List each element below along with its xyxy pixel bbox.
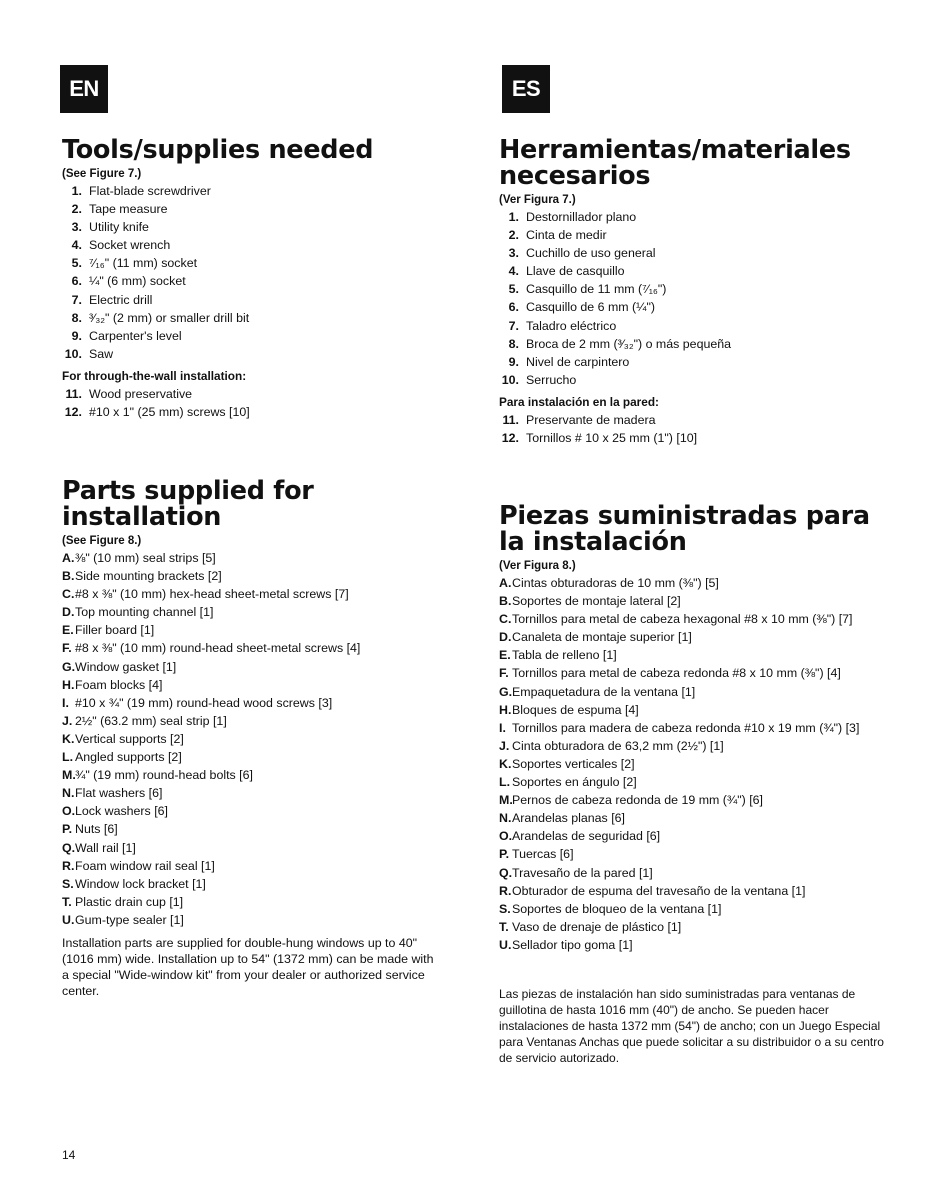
list-item-text: Cuchillo de uso general: [526, 246, 656, 261]
list-item-number: 10.: [501, 372, 519, 387]
list-item-number: 5.: [508, 282, 519, 297]
es-parts-title: Piezas suministradas para la instalación: [499, 501, 870, 557]
list-item-text: Obturador de espuma del travesaño de la ventana [1]: [512, 883, 806, 898]
list-item-number: 11.: [65, 386, 82, 401]
language-badge-es: ES: [502, 65, 550, 113]
list-item: [499, 244, 899, 262]
es-tools-see-figure: (Ver Figura 7.): [499, 194, 576, 206]
en-parts-note: Installation parts are supplied for double-hung windows up to 40" (1016 mm) wide. Installation up to 54" (1372 mm) can be made with a special "Wide-window kit" from your dealer or authorized service center.: [62, 935, 434, 998]
list-item: [499, 628, 899, 646]
list-item-number: B.: [499, 594, 512, 609]
list-item-number: P.: [499, 847, 510, 862]
list-item-text: Pernos de cabeza redonda de 19 mm (¾") [6]: [512, 793, 763, 808]
list-item-number: 5.: [71, 256, 82, 271]
language-badge-en: EN: [60, 65, 108, 113]
list-item: [499, 411, 899, 429]
list-item-number: 9.: [508, 354, 519, 369]
list-item: [499, 701, 899, 719]
list-item-number: R.: [499, 883, 512, 898]
list-item: [499, 429, 899, 447]
list-item-number: R.: [62, 858, 75, 873]
list-item: [62, 911, 442, 929]
list-item-text: 2½" (63.2 mm) seal strip [1]: [75, 713, 227, 728]
list-item-text: #10 x 1" (25 mm) screws [10]: [89, 405, 250, 420]
es-tools-section: [499, 137, 899, 447]
list-item: [499, 882, 899, 900]
list-item-text: Vaso de drenaje de plástico [1]: [512, 919, 682, 934]
list-item: [62, 802, 442, 820]
list-item-number: 2.: [508, 228, 519, 243]
list-item-number: 3.: [508, 246, 519, 261]
list-item: [62, 857, 442, 875]
es-parts-see-figure: (Ver Figura 8.): [499, 560, 576, 572]
list-item-text: Llave de casquillo: [526, 264, 625, 279]
list-item-number: S.: [62, 876, 74, 891]
list-item: [499, 755, 899, 773]
es-parts-section: [499, 503, 899, 1066]
list-item: [499, 845, 899, 863]
en-parts-section: [62, 478, 442, 999]
list-item-number: F.: [62, 641, 72, 656]
list-item-text: Tornillos para metal de cabeza redonda #8 x 10 mm (⅜") [4]: [512, 666, 841, 681]
list-item-number: M.: [499, 793, 513, 808]
list-item-number: N.: [62, 786, 75, 801]
es-wall-heading: Para instalación en la pared:: [499, 394, 659, 409]
list-item-text: ⁷⁄₁₆" (11 mm) socket: [89, 256, 198, 271]
list-item-text: Foam blocks [4]: [75, 677, 163, 692]
list-item-text: Destornillador plano: [526, 210, 637, 224]
list-item: [62, 748, 442, 766]
list-item-text: Window gasket [1]: [75, 659, 177, 674]
list-item-text: Broca de 2 mm (³⁄₃₂") o más pequeña: [526, 336, 732, 351]
list-item-number: K.: [499, 756, 512, 771]
list-item-number: U.: [62, 912, 75, 927]
list-item: [499, 664, 899, 682]
en-wall-heading: For through-the-wall installation:: [62, 368, 247, 383]
list-item-number: 2.: [71, 202, 82, 217]
list-item: [62, 403, 442, 421]
list-item-number: O.: [499, 829, 513, 844]
list-item-text: Tornillos para madera de cabeza redonda #10 x 19 mm (¾") [3]: [512, 720, 860, 735]
list-item: [62, 200, 442, 218]
list-item-text: Cintas obturadoras de 10 mm (⅜") [5]: [512, 576, 719, 590]
list-item: [62, 712, 442, 730]
list-item: [62, 676, 442, 694]
list-item-text: Side mounting brackets [2]: [75, 569, 222, 584]
list-item: [62, 730, 442, 748]
list-item-number: 6.: [508, 300, 519, 315]
list-item-number: I.: [499, 720, 506, 735]
list-item-number: J.: [499, 738, 510, 753]
list-item: [499, 737, 899, 755]
list-item-text: Soportes en ángulo [2]: [512, 775, 637, 790]
list-item-number: E.: [62, 623, 74, 638]
list-item-text: Lock washers [6]: [75, 804, 168, 819]
list-item-text: Cinta de medir: [526, 228, 607, 243]
list-item-text: Flat washers [6]: [75, 786, 163, 801]
en-tools-section: [62, 137, 442, 421]
list-item: [499, 371, 899, 389]
list-item-text: Wood preservative: [89, 386, 193, 401]
list-item: [62, 658, 442, 676]
list-item-text: Utility knife: [89, 220, 149, 235]
en-parts-list: [62, 549, 442, 929]
list-item-number: Q.: [62, 840, 76, 855]
list-item: [499, 208, 899, 226]
list-item: [62, 345, 442, 363]
list-item-text: Empaquetadura de la ventana [1]: [512, 684, 696, 699]
list-item-text: Nivel de carpintero: [526, 354, 630, 369]
list-item: [499, 262, 899, 280]
list-item-number: A.: [499, 576, 512, 590]
es-wall-list: [499, 411, 899, 447]
list-item-text: Electric drill: [89, 292, 153, 307]
en-wall-list: [62, 385, 442, 421]
list-item-number: I.: [62, 695, 69, 710]
list-item-text: Bloques de espuma [4]: [512, 702, 639, 717]
list-item: [499, 936, 899, 954]
es-parts-list: [499, 574, 899, 954]
list-item-text: Wall rail [1]: [75, 840, 136, 855]
list-item-number: 9.: [71, 328, 82, 343]
en-tools-see-figure: (See Figure 7.): [62, 168, 142, 180]
list-item-number: P.: [62, 822, 73, 837]
list-item: [499, 226, 899, 244]
list-item-number: 7.: [71, 292, 82, 307]
list-item: [499, 280, 899, 298]
list-item-number: T.: [62, 894, 72, 909]
list-item: [62, 291, 442, 309]
list-item-number: E.: [499, 648, 511, 663]
list-item-number: S.: [499, 901, 511, 916]
list-item-text: Tuercas [6]: [512, 847, 574, 862]
list-item: [62, 236, 442, 254]
list-item: [62, 254, 442, 272]
list-item-number: L.: [499, 775, 511, 790]
list-item-text: Tornillos # 10 x 25 mm (1") [10]: [526, 431, 698, 446]
list-item: [499, 719, 899, 737]
list-item-text: Arandelas planas [6]: [512, 811, 625, 826]
list-item-number: D.: [499, 630, 512, 645]
list-item-number: G.: [62, 659, 76, 674]
list-item-text: Serrucho: [526, 372, 577, 387]
list-item-text: Sellador tipo goma [1]: [512, 937, 633, 952]
en-tools-list: [62, 182, 442, 363]
list-item-text: Filler board [1]: [75, 623, 155, 638]
list-item-text: Tornillos para metal de cabeza hexagonal #8 x 10 mm (⅜") [7]: [512, 612, 853, 627]
list-item: [499, 353, 899, 371]
list-item: [62, 272, 442, 290]
list-item: [499, 773, 899, 791]
list-item-text: Top mounting channel [1]: [75, 605, 214, 620]
list-item-text: #10 x ¾" (19 mm) round-head wood screws [3]: [75, 695, 333, 710]
list-item-text: Canaleta de montaje superior [1]: [512, 630, 692, 645]
en-parts-see-figure: (See Figure 8.): [62, 535, 142, 547]
list-item-number: 1.: [508, 210, 519, 224]
list-item: [62, 567, 442, 585]
list-item: [62, 893, 442, 911]
list-item-number: D.: [62, 605, 75, 620]
list-item-number: C.: [62, 587, 75, 602]
list-item: [62, 839, 442, 857]
list-item-number: L.: [62, 750, 74, 765]
list-item: [499, 900, 899, 918]
list-item-text: Nuts [6]: [75, 822, 118, 837]
list-item: [499, 335, 899, 353]
list-item-number: 1.: [71, 184, 82, 198]
list-item-text: ³⁄₃₂" (2 mm) or smaller drill bit: [89, 310, 250, 325]
list-item-text: Soportes verticales [2]: [512, 756, 635, 771]
list-item-text: Angled supports [2]: [75, 750, 182, 765]
list-item: [499, 574, 899, 592]
list-item-number: H.: [499, 702, 512, 717]
list-item: [499, 791, 899, 809]
list-item-text: Flat-blade screwdriver: [89, 184, 211, 198]
list-item-number: 12.: [501, 431, 519, 446]
list-item-number: H.: [62, 677, 75, 692]
list-item: [499, 683, 899, 701]
list-item: [62, 182, 442, 200]
list-item-number: Q.: [499, 865, 513, 880]
list-item-text: Gum-type sealer [1]: [75, 912, 184, 927]
list-item: [62, 218, 442, 236]
list-item-number: A.: [62, 551, 75, 565]
list-item-text: Cinta obturadora de 63,2 mm (2½") [1]: [512, 738, 724, 753]
list-item-number: N.: [499, 811, 512, 826]
list-item-text: ⅜" (10 mm) seal strips [5]: [75, 551, 216, 565]
list-item: [499, 298, 899, 316]
list-item-number: O.: [62, 804, 76, 819]
list-item-number: 8.: [508, 336, 519, 351]
list-item: [499, 610, 899, 628]
list-item-text: Plastic drain cup [1]: [75, 894, 184, 909]
list-item-text: Casquillo de 11 mm (⁷⁄₁₆"): [526, 282, 667, 297]
list-item: [62, 875, 442, 893]
list-item-text: Foam window rail seal [1]: [75, 858, 215, 873]
list-item-text: #8 x ⅜" (10 mm) hex-head sheet-metal screws [7]: [75, 587, 349, 602]
list-item: [499, 864, 899, 882]
list-item-text: #8 x ⅜" (10 mm) round-head sheet-metal screws [4]: [75, 641, 361, 656]
list-item-text: Travesaño de la pared [1]: [512, 865, 653, 880]
list-item: [499, 592, 899, 610]
list-item: [62, 820, 442, 838]
list-item-number: U.: [499, 937, 512, 952]
list-item-text: ¼" (6 mm) socket: [89, 274, 186, 289]
list-item: [499, 809, 899, 827]
list-item-number: 7.: [508, 318, 519, 333]
list-item-text: Tabla de relleno [1]: [512, 648, 617, 663]
list-item: [62, 766, 442, 784]
list-item-text: Preservante de madera: [526, 412, 656, 427]
list-item-number: T.: [499, 919, 509, 934]
list-item: [62, 603, 442, 621]
list-item-text: Saw: [89, 346, 114, 361]
list-item-text: Arandelas de seguridad [6]: [512, 829, 661, 844]
list-item: [62, 585, 442, 603]
list-item-text: ¾" (19 mm) round-head bolts [6]: [75, 768, 253, 783]
list-item-number: C.: [499, 612, 512, 627]
list-item-number: J.: [62, 713, 73, 728]
list-item: [62, 309, 442, 327]
en-tools-title: Tools/supplies needed: [62, 135, 374, 165]
list-item-text: Carpenter's level: [89, 328, 182, 343]
list-item-number: 11.: [502, 412, 519, 427]
list-item-text: Window lock bracket [1]: [75, 876, 206, 891]
page-number: 14: [62, 1148, 76, 1162]
list-item-text: Socket wrench: [89, 238, 171, 253]
list-item-text: Casquillo de 6 mm (¼"): [526, 300, 656, 315]
list-item-number: 8.: [71, 310, 82, 325]
list-item-number: G.: [499, 684, 513, 699]
list-item: [499, 646, 899, 664]
list-item-text: Taladro eléctrico: [526, 318, 617, 333]
es-tools-list: [499, 208, 899, 389]
list-item: [499, 918, 899, 936]
list-item: [62, 549, 442, 567]
list-item: [62, 621, 442, 639]
list-item-number: 10.: [64, 346, 82, 361]
list-item: [62, 694, 442, 712]
list-item-number: M.: [62, 768, 76, 783]
list-item-number: 4.: [508, 264, 519, 279]
list-item-text: Soportes de bloqueo de la ventana [1]: [512, 901, 722, 916]
list-item: [62, 784, 442, 802]
list-item-number: B.: [62, 569, 75, 584]
list-item-text: Vertical supports [2]: [75, 731, 184, 746]
list-item: [499, 827, 899, 845]
list-item-number: 3.: [71, 220, 82, 235]
list-item-number: 6.: [71, 274, 82, 289]
list-item: [499, 317, 899, 335]
list-item-number: K.: [62, 731, 75, 746]
list-item: [62, 385, 442, 403]
es-tools-title: Herramientas/materiales necesarios: [499, 135, 851, 191]
list-item-number: 12.: [64, 405, 82, 420]
es-parts-note: Las piezas de instalación han sido suministradas para ventanas de guillotina de hasta 1016 mm (40") de ancho. Se pueden hacer instalaciones de hasta 1372 mm (54") de ancho; con un Juego Especial para Ventanas Anchas que puede solicitar a su distribuidor o a su centro de servicio autorizado.: [499, 986, 884, 1065]
en-parts-title: Parts supplied for installation: [62, 476, 314, 532]
list-item-text: Soportes de montaje lateral [2]: [512, 594, 681, 609]
list-item: [62, 639, 442, 657]
list-item: [62, 327, 442, 345]
list-item-number: 4.: [71, 238, 82, 253]
list-item-number: F.: [499, 666, 509, 681]
list-item-text: Tape measure: [89, 202, 168, 217]
